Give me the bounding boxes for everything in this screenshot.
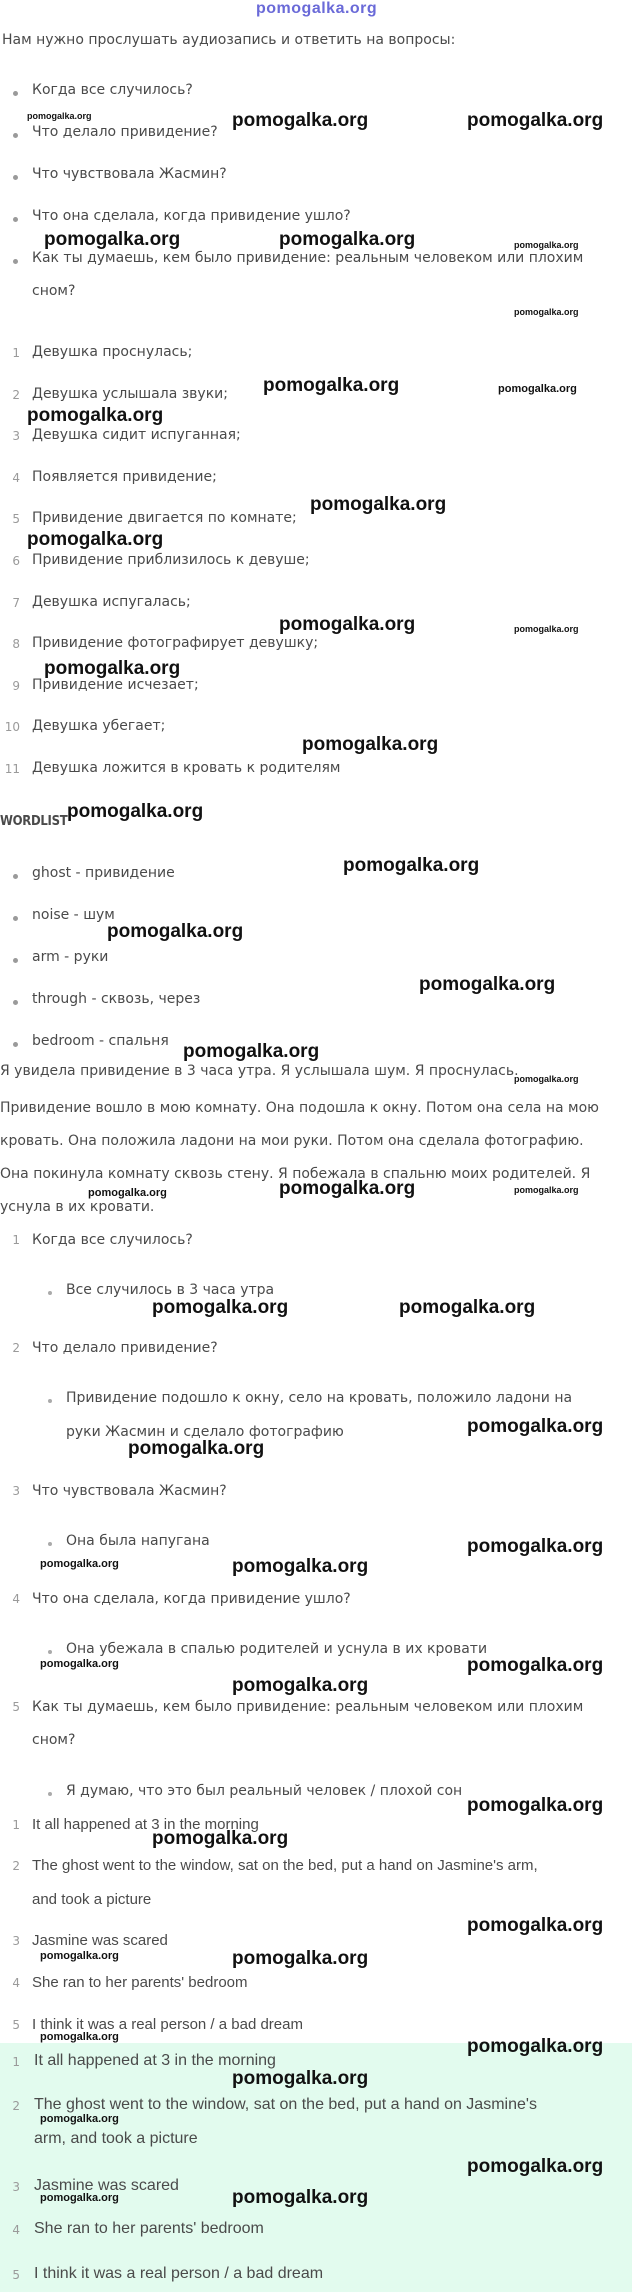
watermark: pomogalka.org <box>263 375 400 396</box>
sequence-item: Девушка ложится в кровать к родителям <box>32 760 341 776</box>
list-number: 3 <box>12 1484 20 1498</box>
bullet <box>13 175 18 180</box>
qa-question: Что она сделала, когда привидение ушло? <box>32 1591 351 1607</box>
bullet <box>13 1042 18 1047</box>
watermark: pomogalka.org <box>232 1948 369 1969</box>
watermark: pomogalka.org <box>419 974 556 995</box>
bullet <box>13 259 18 264</box>
sequence-item: Девушка сидит испуганная; <box>32 427 241 443</box>
watermark: pomogalka.org <box>27 405 164 426</box>
bullet <box>13 958 18 963</box>
watermark: pomogalka.org <box>310 494 447 515</box>
bullet <box>13 133 18 138</box>
site-logo[interactable]: pomogalka.org <box>256 0 378 17</box>
wordlist-item: through - сквозь, через <box>32 991 201 1007</box>
watermark: pomogalka.org <box>467 1655 604 1676</box>
english-item-cont: arm, and took a picture <box>34 2130 198 2147</box>
watermark: pomogalka.org <box>232 2187 369 2208</box>
list-number: 11 <box>4 762 20 776</box>
question-item: Что делало привидение? <box>32 124 218 140</box>
watermark: pomogalka.org <box>40 2113 119 2125</box>
watermark: pomogalka.org <box>40 1950 119 1962</box>
bullet <box>48 1650 52 1654</box>
question-item-cont: сном? <box>32 283 76 299</box>
wordlist-item: bedroom - спальня <box>32 1033 169 1049</box>
qa-question: Что чувствовала Жасмин? <box>32 1483 227 1499</box>
watermark: pomogalka.org <box>232 1556 369 1577</box>
list-number: 5 <box>12 2268 20 2282</box>
question-item: Что чувствовала Жасмин? <box>32 166 227 182</box>
list-number: 4 <box>12 471 20 485</box>
question-item: Когда все случилось? <box>32 82 193 98</box>
watermark: pomogalka.org <box>467 110 604 131</box>
story-line: кровать. Она положила ладони на мои руки. Потом она сделала фотографию. <box>0 1133 584 1149</box>
bullet <box>48 1291 52 1295</box>
watermark: pomogalka.org <box>279 229 416 250</box>
watermark: pomogalka.org <box>467 1416 604 1437</box>
list-number: 2 <box>12 388 20 402</box>
watermark: pomogalka.org <box>40 2192 119 2204</box>
english-item: The ghost went to the window, sat on the bed, put a hand on Jasmine's <box>34 2096 537 2113</box>
list-number: 5 <box>12 2018 20 2032</box>
watermark: pomogalka.org <box>27 111 92 121</box>
sequence-item: Девушка убегает; <box>32 718 166 734</box>
sequence-item: Привидение исчезает; <box>32 677 199 693</box>
watermark: pomogalka.org <box>232 1675 369 1696</box>
bullet <box>13 874 18 879</box>
watermark: pomogalka.org <box>40 1658 119 1670</box>
story-line: Я увидела привидение в 3 часа утра. Я услышала шум. Я проснулась. <box>0 1063 519 1079</box>
watermark: pomogalka.org <box>302 734 439 755</box>
watermark: pomogalka.org <box>467 2036 604 2057</box>
watermark: pomogalka.org <box>128 1438 265 1459</box>
list-number: 2 <box>12 2099 20 2113</box>
list-number: 10 <box>4 720 20 734</box>
qa-answer: Она убежала в спалью родителей и уснула в их кровати <box>66 1641 488 1657</box>
watermark: pomogalka.org <box>44 658 181 679</box>
english-item-cont: and took a picture <box>32 1891 152 1908</box>
qa-question: Как ты думаешь, кем было привидение: реальным человеком или плохим <box>32 1699 584 1715</box>
english-item: She ran to her parents' bedroom <box>34 2220 264 2237</box>
list-number: 8 <box>12 637 20 651</box>
qa-answer: Все случилось в 3 часа утра <box>66 1282 275 1298</box>
list-number: 4 <box>12 1592 20 1606</box>
english-item: The ghost went to the window, sat on the bed, put a hand on Jasmine's arm, <box>32 1857 538 1874</box>
wordlist-item: arm - руки <box>32 949 109 965</box>
wordlist-item: ghost - привидение <box>32 865 175 881</box>
watermark: pomogalka.org <box>27 529 164 550</box>
bullet <box>13 91 18 96</box>
watermark: pomogalka.org <box>514 240 579 250</box>
sequence-item: Появляется привидение; <box>32 469 217 485</box>
wordlist-title: WORDLIST <box>0 814 68 829</box>
story-line: уснула в их кровати. <box>0 1199 155 1215</box>
qa-question: Что делало привидение? <box>32 1340 218 1356</box>
qa-question-cont: сном? <box>32 1732 76 1748</box>
english-item: I think it was a real person / a bad dream <box>34 2265 324 2282</box>
watermark: pomogalka.org <box>107 921 244 942</box>
qa-question: Когда все случилось? <box>32 1232 193 1248</box>
watermark: pomogalka.org <box>44 229 181 250</box>
watermark: pomogalka.org <box>40 2031 119 2043</box>
watermark: pomogalka.org <box>467 2156 604 2177</box>
list-number: 2 <box>12 1341 20 1355</box>
list-number: 3 <box>12 1934 20 1948</box>
sequence-item: Привидение фотографирует девушку; <box>32 635 319 651</box>
watermark: pomogalka.org <box>514 307 579 317</box>
english-item: Jasmine was scared <box>32 1932 168 1949</box>
story-line: Она покинула комнату сквозь стену. Я побежала в спальню моих родителей. Я <box>0 1166 591 1182</box>
watermark: pomogalka.org <box>279 614 416 635</box>
task-intro: Нам нужно прослушать аудиозапись и ответить на вопросы: <box>2 32 456 48</box>
question-item: Что она сделала, когда привидение ушло? <box>32 208 351 224</box>
list-number: 1 <box>12 1233 20 1247</box>
list-number: 3 <box>12 2180 20 2194</box>
watermark: pomogalka.org <box>152 1828 289 1849</box>
watermark: pomogalka.org <box>88 1187 167 1199</box>
bullet <box>48 1792 52 1796</box>
list-number: 1 <box>12 1818 20 1832</box>
watermark: pomogalka.org <box>514 1185 579 1195</box>
watermark: pomogalka.org <box>40 1558 119 1570</box>
watermark: pomogalka.org <box>183 1041 320 1062</box>
watermark: pomogalka.org <box>514 624 579 634</box>
watermark: pomogalka.org <box>399 1297 536 1318</box>
english-item: I think it was a real person / a bad dream <box>32 2016 303 2033</box>
watermark: pomogalka.org <box>232 2068 369 2089</box>
english-item: It all happened at 3 in the morning <box>34 2052 276 2069</box>
qa-answer-cont: руки Жасмин и сделало фотографию <box>66 1424 344 1440</box>
english-item: Jasmine was scared <box>34 2177 179 2194</box>
list-number: 4 <box>12 1976 20 1990</box>
watermark: pomogalka.org <box>343 855 480 876</box>
list-number: 9 <box>12 679 20 693</box>
qa-answer: Привидение подошло к окну, село на кровать, положило ладони на <box>66 1390 573 1406</box>
watermark: pomogalka.org <box>232 110 369 131</box>
watermark: pomogalka.org <box>467 1795 604 1816</box>
watermark: pomogalka.org <box>67 801 204 822</box>
list-number: 6 <box>12 554 20 568</box>
qa-answer: Я думаю, что это был реальный человек / плохой сон <box>66 1783 463 1799</box>
watermark: pomogalka.org <box>498 383 577 395</box>
qa-answer: Она была напугана <box>66 1533 210 1549</box>
english-item: She ran to her parents' bedroom <box>32 1974 248 1991</box>
watermark: pomogalka.org <box>514 1074 579 1084</box>
list-number: 1 <box>12 2055 20 2069</box>
bullet <box>13 916 18 921</box>
bullet <box>13 1000 18 1005</box>
bullet <box>48 1542 52 1546</box>
list-number: 5 <box>12 1700 20 1714</box>
sequence-item: Девушка проснулась; <box>32 344 193 360</box>
sequence-item: Привидение приблизилось к девуше; <box>32 552 310 568</box>
watermark: pomogalka.org <box>467 1536 604 1557</box>
story-line: Привидение вошло в мою комнату. Она подошла к окну. Потом она села на мою <box>0 1100 599 1116</box>
list-number: 2 <box>12 1859 20 1873</box>
wordlist-item: noise - шум <box>32 907 115 923</box>
english-item: It all happened at 3 in the morning <box>32 1816 259 1833</box>
list-number: 1 <box>12 346 20 360</box>
sequence-item: Девушка испугалась; <box>32 594 191 610</box>
list-number: 3 <box>12 429 20 443</box>
list-number: 4 <box>12 2223 20 2237</box>
bullet <box>13 217 18 222</box>
bullet <box>48 1399 52 1403</box>
question-item: Как ты думаешь, кем было привидение: реальным человеком или плохим <box>32 250 584 266</box>
list-number: 5 <box>12 512 20 526</box>
watermark: pomogalka.org <box>467 1915 604 1936</box>
watermark: pomogalka.org <box>279 1178 416 1199</box>
watermark: pomogalka.org <box>152 1297 289 1318</box>
sequence-item: Привидение двигается по комнате; <box>32 510 297 526</box>
list-number: 7 <box>12 596 20 610</box>
sequence-item: Девушка услышала звуки; <box>32 386 228 402</box>
